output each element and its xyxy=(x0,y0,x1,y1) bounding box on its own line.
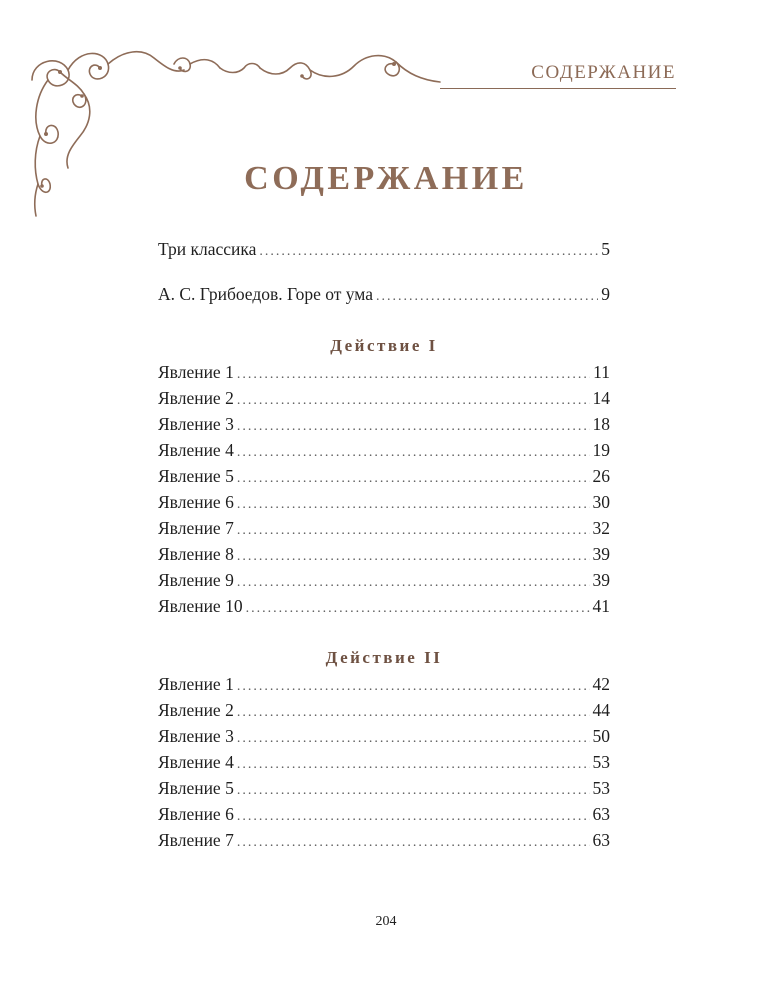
toc-entry-scene[interactable] xyxy=(158,411,610,437)
table-of-contents xyxy=(158,236,610,853)
toc-entry-page: 53 xyxy=(592,778,610,798)
toc-entry-page: 14 xyxy=(592,388,610,408)
toc-entry-scene[interactable] xyxy=(158,567,610,593)
toc-entry-label: Явление 7 xyxy=(158,830,234,850)
toc-entry-scene[interactable] xyxy=(158,437,610,463)
toc-entry-label: Явление 3 xyxy=(158,726,234,746)
toc-entry-label: Явление 2 xyxy=(158,388,234,408)
page-title: СОДЕРЖАНИЕ xyxy=(244,160,528,197)
toc-entry-scene[interactable] xyxy=(158,827,610,853)
toc-entry-page: 30 xyxy=(592,492,610,512)
toc-entry-scene[interactable] xyxy=(158,801,610,827)
toc-entry-page: 63 xyxy=(592,830,610,850)
toc-entry-scene[interactable] xyxy=(158,775,610,801)
toc-entry-play[interactable] xyxy=(158,281,610,307)
toc-entry-label: Явление 9 xyxy=(158,570,234,590)
page-number: 204 xyxy=(375,914,397,929)
dot-leader xyxy=(237,570,590,596)
toc-entry-scene[interactable] xyxy=(158,359,610,385)
running-header-title: СОДЕРЖАНИЕ xyxy=(531,62,676,83)
toc-entry-page: 5 xyxy=(601,239,610,259)
toc-entry-page: 11 xyxy=(593,362,610,382)
toc-entry-label: Явление 4 xyxy=(158,752,234,772)
toc-entry-scene[interactable] xyxy=(158,671,610,697)
dot-leader xyxy=(237,492,590,518)
toc-entry-label: Явление 6 xyxy=(158,492,234,512)
toc-entry-label: Явление 5 xyxy=(158,466,234,486)
dot-leader xyxy=(237,544,590,570)
toc-entry-label: Явление 2 xyxy=(158,700,234,720)
toc-entry-page: 50 xyxy=(592,726,610,746)
toc-entry-page: 53 xyxy=(592,752,610,772)
toc-entry-page: 18 xyxy=(592,414,610,434)
toc-entry-intro[interactable] xyxy=(158,236,610,262)
toc-entry-page: 63 xyxy=(592,804,610,824)
dot-leader xyxy=(259,239,598,265)
toc-entry-label: Явление 3 xyxy=(158,414,234,434)
dot-leader xyxy=(237,518,590,544)
dot-leader xyxy=(237,440,590,466)
toc-entry-page: 44 xyxy=(592,700,610,720)
dot-leader xyxy=(237,700,590,726)
dot-leader xyxy=(246,596,590,622)
dot-leader xyxy=(237,778,590,804)
dot-leader xyxy=(237,726,590,752)
toc-entry-label: Явление 6 xyxy=(158,804,234,824)
toc-entry-label: Явление 1 xyxy=(158,362,234,382)
toc-entry-page: 9 xyxy=(601,284,610,304)
toc-entry-label: Явление 5 xyxy=(158,778,234,798)
toc-entry-label: Явление 8 xyxy=(158,544,234,564)
toc-entry-label: Три классика xyxy=(158,239,257,259)
toc-entry-scene[interactable] xyxy=(158,723,610,749)
dot-leader xyxy=(237,830,590,856)
toc-entry-label: А. С. Грибоедов. Горе от ума xyxy=(158,284,374,304)
dot-leader xyxy=(376,284,598,310)
toc-entry-scene[interactable] xyxy=(158,489,610,515)
dot-leader xyxy=(237,388,590,414)
toc-entry-scene[interactable] xyxy=(158,515,610,541)
toc-entry-page: 39 xyxy=(592,570,610,590)
toc-entry-page: 42 xyxy=(592,674,610,694)
running-header xyxy=(440,60,676,89)
dot-leader xyxy=(237,414,590,440)
toc-entry-page: 19 xyxy=(592,440,610,460)
toc-entry-label: Явление 10 xyxy=(158,596,243,616)
toc-entry-label: Явление 1 xyxy=(158,674,234,694)
toc-entry-scene[interactable] xyxy=(158,593,610,619)
act-heading: Действие I xyxy=(330,336,438,355)
toc-entry-scene[interactable] xyxy=(158,697,610,723)
dot-leader xyxy=(237,752,590,778)
toc-entry-page: 39 xyxy=(592,544,610,564)
dot-leader xyxy=(237,466,590,492)
toc-entry-scene[interactable] xyxy=(158,749,610,775)
toc-entry-page: 32 xyxy=(592,518,610,538)
dot-leader xyxy=(237,674,590,700)
toc-entry-label: Явление 7 xyxy=(158,518,234,538)
toc-entry-page: 26 xyxy=(592,466,610,486)
toc-entry-scene[interactable] xyxy=(158,463,610,489)
dot-leader xyxy=(237,804,590,830)
toc-entry-label: Явление 4 xyxy=(158,440,234,460)
toc-entry-scene[interactable] xyxy=(158,385,610,411)
toc-entry-page: 41 xyxy=(592,596,610,616)
act-heading: Действие II xyxy=(325,648,443,667)
toc-entry-scene[interactable] xyxy=(158,541,610,567)
dot-leader xyxy=(237,362,590,388)
